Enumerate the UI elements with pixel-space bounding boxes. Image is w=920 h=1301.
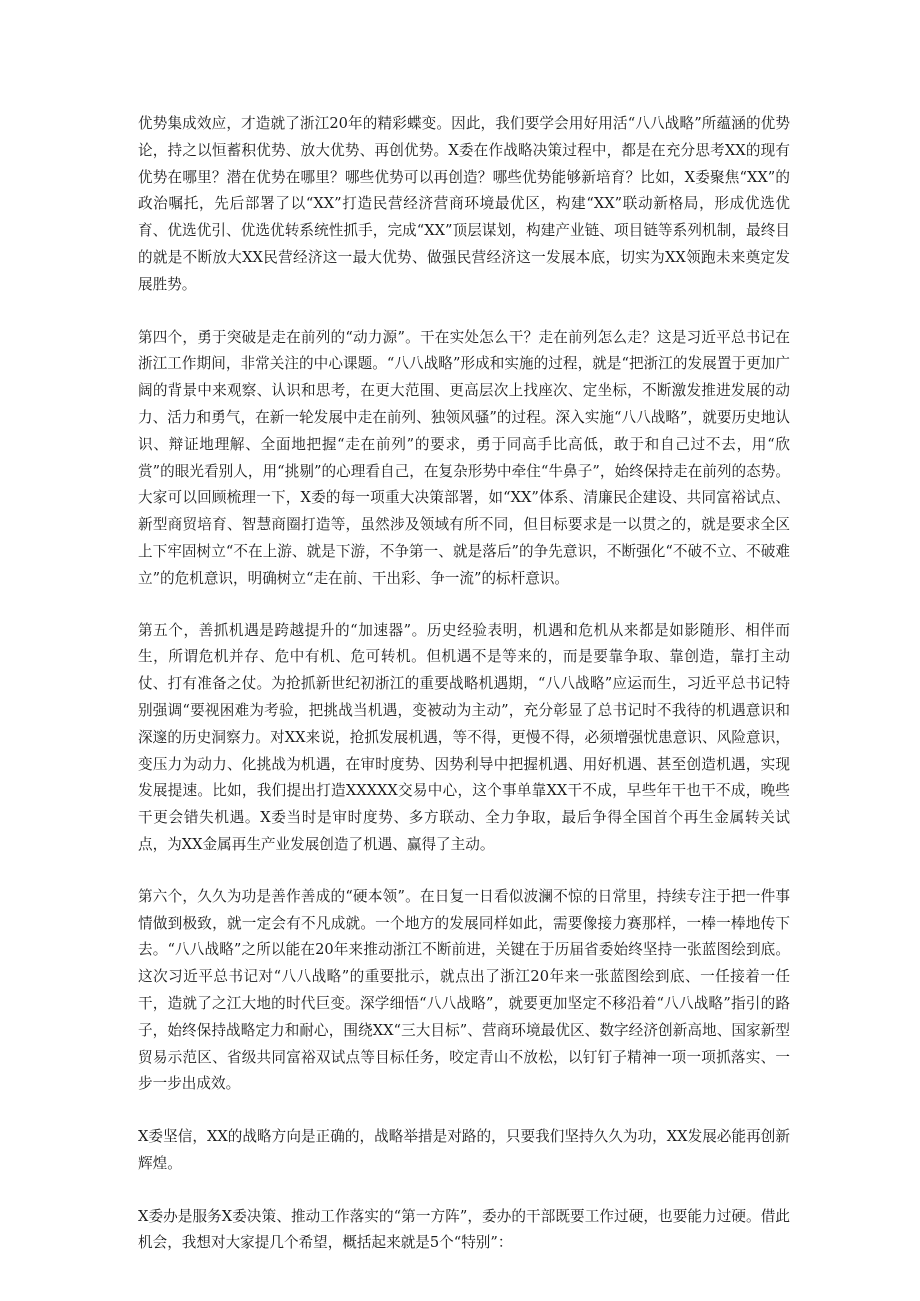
- paragraph-sixth-persistence: 第六个，久久为功是善作善成的“硬本领”。在日复一日看似波澜不惊的日常里，持续专注于把一件事情做到极致，就一定会有不凡成就。一个地方的发展同样如此，需要像接力赛那样，一棒一棒地传下去。“八八战略”之所以能在20年来推动浙江不断前进，关键在于历届省委始终坚持一张蓝图绘到底。这次习近平总书记对“八八战略”的重要批示，就点出了浙江20年来一张蓝图绘到底、一任接着一任干，造就了之江大地的时代巨变。深学细悟“八八战略”，就要更加坚定不移沿着“八八战略”指引的路子，始终保持战略定力和耐心，围绕XX“三大目标”、营商环境最优区、数字经济创新高地、国家新型贸易示范区、省级共同富裕双试点等目标任务，咬定青山不放松，以钉钉子精神一项一项抓落实、一步一步出成效。: [138, 887, 790, 1093]
- paragraph-conviction: X委坚信，XX的战略方向是正确的，战略举措是对路的，只要我们坚持久久为功，XX发展必能再创新辉煌。: [138, 1128, 790, 1172]
- paragraph-advantage-theory: 优势集成效应，才造就了浙江20年的精彩蝶变。因此，我们要学会用好用活“八八战略”所蕴涵的优势论，持之以恒蓄积优势、放大优势、再创优势。X委在作战略决策过程中，都是在充分思考XX的现有优势在哪里？潜在优势在哪里？哪些优势可以再创造？哪些优势能够新培育？比如，X委聚焦“XX”的政治嘱托，先后部署了以“XX”打造民营经济营商环境最优区，构建“XX”联动新格局，形成优选优育、优选优引、优选优转系统性抓手，完成“XX”顶层谋划，构建产业链、项目链等系列机制，最终目的就是不断放大XX民营经济这一最大优势、做强民营经济这一发展本底，切实为XX领跑未来奠定发展胜势。: [138, 115, 790, 293]
- document-body: [138, 111, 790, 1283]
- paragraph-fifth-opportunity: 第五个，善抓机遇是跨越提升的“加速器”。历史经验表明，机遇和危机从来都是如影随形、相伴而生，所谓危机并存、危中有机、危可转机。但机遇不是等来的，而是要靠争取、靠创造，靠打主动仗、打有准备之仗。为抢抓新世纪初浙江的重要战略机遇期，“八八战略”应运而生，习近平总书记特别强调“要视困难为考验，把挑战当机遇，变被动为主动”，充分彰显了总书记时不我待的机遇意识和深邃的历史洞察力。对XX来说，抢抓发展机遇，等不得，更慢不得，必须增强忧患意识、风险意识，变压力为动力、化挑战为机遇，在审时度势、因势利导中把握机遇、用好机遇、甚至创造机遇，实现发展提速。比如，我们提出打造XXXXX交易中心，这个事单靠XX干不成，早些年干也干不成，晚些干更会错失机遇。X委当时是审时度势、多方联动、全力争取，最后争得全国首个再生金属转关试点，为XX金属再生产业发展创造了机遇、赢得了主动。: [138, 621, 790, 853]
- paragraph-fourth-breakthrough: 第四个，勇于突破是走在前列的“动力源”。干在实处怎么干？走在前列怎么走？这是习近平总书记在浙江工作期间，非常关注的中心课题。“八八战略”形成和实施的过程，就是“把浙江的发展置于更加广阔的背景中来观察、认识和思考，在更大范围、更高层次上找座次、定坐标，不断激发推进发展的动力、活力和勇气，在新一轮发展中走在前列、独领风骚”的过程。深入实施“八八战略”，就要历史地认识、辩证地理解、全面地把握“走在前列”的要求，勇于同高手比高低，敢于和自己过不去，用“欣赏”的眼光看别人，用“挑剔”的心理看自己，在复杂形势中牵住“牛鼻子”，始终保持走在前列的态势。大家可以回顾梳理一下，X委的每一项重大决策部署，如“XX”体系、清廉民企建设、共同富裕试点、新型商贸培育、智慧商圈打造等，虽然涉及领域有所不同，但目标要求是一以贯之的，就是要求全区上下牢固树立“不在上游、就是下游，不争第一、就是落后”的争先意识，不断强化“不破不立、不破难立”的危机意识，明确树立“走在前、干出彩、争一流”的标杆意识。: [138, 328, 790, 587]
- paragraph-office-expectations: X委办是服务X委决策、推动工作落实的“第一方阵”，委办的干部既要工作过硬，也要能力过硬。借此机会，我想对大家提几个希望，概括起来就是5个“特别”：: [138, 1207, 790, 1252]
